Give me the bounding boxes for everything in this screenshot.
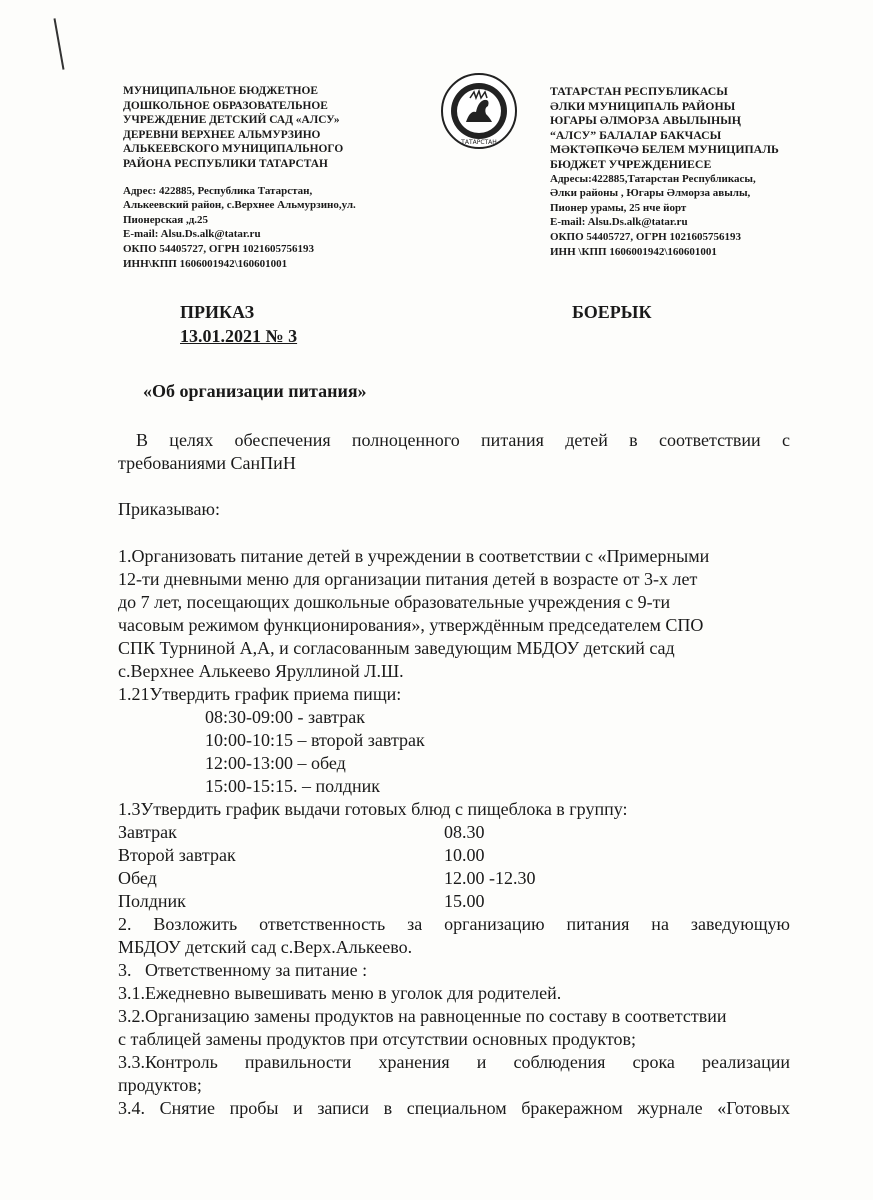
org-line: ӘЛКИ МУНИЦИПАЛЬ РАЙОНЫ xyxy=(550,98,736,113)
org-line: РАЙОНА РЕСПУБЛИКИ ТАТАРСТАН xyxy=(123,157,328,170)
delivery-time: 15.00 xyxy=(444,891,485,911)
coat-of-arms-icon xyxy=(440,72,518,155)
item1-3: 1.3Утвердить график выдачи готовых блюд с пищеблока в группу: xyxy=(118,799,628,819)
item3-4: 3.4. Снятие пробы и записи в специальном бракеражном журнале «Готовых xyxy=(118,1098,790,1118)
meal-schedule-item: 08:30-09:00 - завтрак xyxy=(205,707,365,727)
header-right xyxy=(550,84,779,259)
pen-mark xyxy=(54,18,65,70)
item1-line: 1.Организовать питание детей в учреждении в соответствии с «Примерными xyxy=(118,546,710,566)
address-line: Адресы:422885,Татарстан Республикасы, xyxy=(550,172,756,185)
delivery-time: 12.00 -12.30 xyxy=(444,868,536,888)
okpo-line: ОКПО 54405727, ОГРН 1021605756193 xyxy=(123,242,314,255)
order-title-tt: БОЕРЫК xyxy=(572,302,652,322)
org-line: ЮГАРЫ ӘЛМОРЗА АВЫЛЫНЫҢ xyxy=(550,113,741,128)
item1-line: до 7 лет, посещающих дошкольные образовательные учреждения с 9-ти xyxy=(118,592,671,612)
delivery-meal: Полдник xyxy=(118,891,186,911)
item3-3-line: 3.3.Контроль правильности хранения и соблюдения срока реализации xyxy=(118,1052,790,1072)
intro-paragraph xyxy=(118,429,790,475)
org-line: МУНИЦИПАЛЬНОЕ БЮДЖЕТНОЕ xyxy=(123,85,318,97)
okpo-line: ОКПО 54405727, ОГРН 1021605756193 xyxy=(550,230,741,243)
order-title-ru: ПРИКАЗ xyxy=(180,302,255,322)
delivery-time: 08.30 xyxy=(444,822,485,842)
delivery-meal: Завтрак xyxy=(118,822,177,842)
item2-line: МБДОУ детский сад с.Верх.Алькеево. xyxy=(118,937,413,957)
email-line: E-mail: Alsu.Ds.alk@tatar.ru xyxy=(550,216,688,229)
inn-line: ИНН \КПП 1606001942\160601001 xyxy=(550,245,717,258)
meal-schedule-item: 15:00-15:15. – полдник xyxy=(205,776,381,796)
order-word: Приказываю: xyxy=(118,499,220,519)
delivery-row xyxy=(118,844,790,867)
address-line: Адрес: 422885, Республика Татарстан, xyxy=(123,184,313,197)
address-line: Пионерская ,д.25 xyxy=(123,213,209,226)
delivery-meal: Обед xyxy=(118,868,157,888)
org-line: ДЕРЕВНИ ВЕРХНЕЕ АЛЬМУРЗИНО xyxy=(123,128,321,141)
item3-2-line: с таблицей замены продуктов при отсутствии основных продуктов; xyxy=(118,1029,637,1049)
delivery-row xyxy=(118,821,790,844)
delivery-row xyxy=(118,890,790,913)
address-line: Пионер урамы, 25 нче йорт xyxy=(550,201,687,214)
address-line: Әлки районы , Югары Әлморза авылы, xyxy=(550,187,751,200)
order-subject: «Об организации питания» xyxy=(143,381,367,401)
org-line: ТАТАРСТАН РЕСПУБЛИКАСЫ xyxy=(550,84,728,98)
delivery-meal: Второй завтрак xyxy=(118,845,236,865)
inn-line: ИНН\КПП 1606001942\160601001 xyxy=(123,257,288,270)
org-line: МӘКТӘПКӘЧӘ БЕЛЕМ МУНИЦИПАЛЬ xyxy=(550,142,779,157)
item1-2: 1.21Утвердить график приема пищи: xyxy=(118,684,402,704)
delivery-time: 10.00 xyxy=(444,845,485,865)
intro-line: В целях обеспечения полноценного питания детей в соответствии с xyxy=(136,430,790,450)
item1-line: СПК Турниной А,А, и согласованным заведующим МБДОУ детский сад xyxy=(118,638,675,658)
org-line: ДОШКОЛЬНОЕ ОБРАЗОВАТЕЛЬНОЕ xyxy=(123,99,328,112)
item1-line: часовым режимом функционирования», утверждённым председателем СПО xyxy=(118,615,704,635)
order-body xyxy=(118,545,790,1120)
item1-line: с.Верхнее Алькеево Яруллиной Л.Ш. xyxy=(118,661,404,681)
item3-2-line: 3.2.Организацию замены продуктов на равноценные по составу в соответствии xyxy=(118,1006,727,1026)
item3-1: 3.1.Ежедневно вывешивать меню в уголок для родителей. xyxy=(118,983,562,1003)
meal-schedule-item: 10:00-10:15 – второй завтрак xyxy=(205,730,425,750)
item3-3-line: продуктов; xyxy=(118,1075,202,1095)
email-line: E-mail: Alsu.Ds.alk@tatar.ru xyxy=(123,228,261,241)
item1-line: 12-ти дневными меню для организации питания детей в возрасте от 3-х лет xyxy=(118,569,698,589)
org-line: УЧРЕЖДЕНИЕ ДЕТСКИЙ САД «АЛСУ» xyxy=(123,114,340,127)
meal-schedule-item: 12:00-13:00 – обед xyxy=(205,753,346,773)
intro-line: требованиями СанПиН xyxy=(118,453,296,473)
delivery-row xyxy=(118,867,790,890)
org-line: “АЛСУ” БАЛАЛАР БАКЧАСЫ xyxy=(550,127,722,142)
svg-text:ТАТАРСТАН: ТАТАРСТАН xyxy=(461,139,497,146)
header-left xyxy=(123,84,356,271)
item2-line: 2. Возложить ответственность за организацию питания на заведующую xyxy=(118,914,790,934)
order-date-number: 13.01.2021 № 3 xyxy=(180,326,298,346)
item3: 3. Ответственному за питание : xyxy=(118,960,368,980)
org-line: БЮДЖЕТ УЧРЕЖДЕНИЕСЕ xyxy=(550,156,712,171)
org-line: АЛЬКЕЕВСКОГО МУНИЦИПАЛЬНОГО xyxy=(123,143,344,156)
address-line: Алькеевский район, с.Верхнее Альмурзино,ул. xyxy=(123,199,356,212)
